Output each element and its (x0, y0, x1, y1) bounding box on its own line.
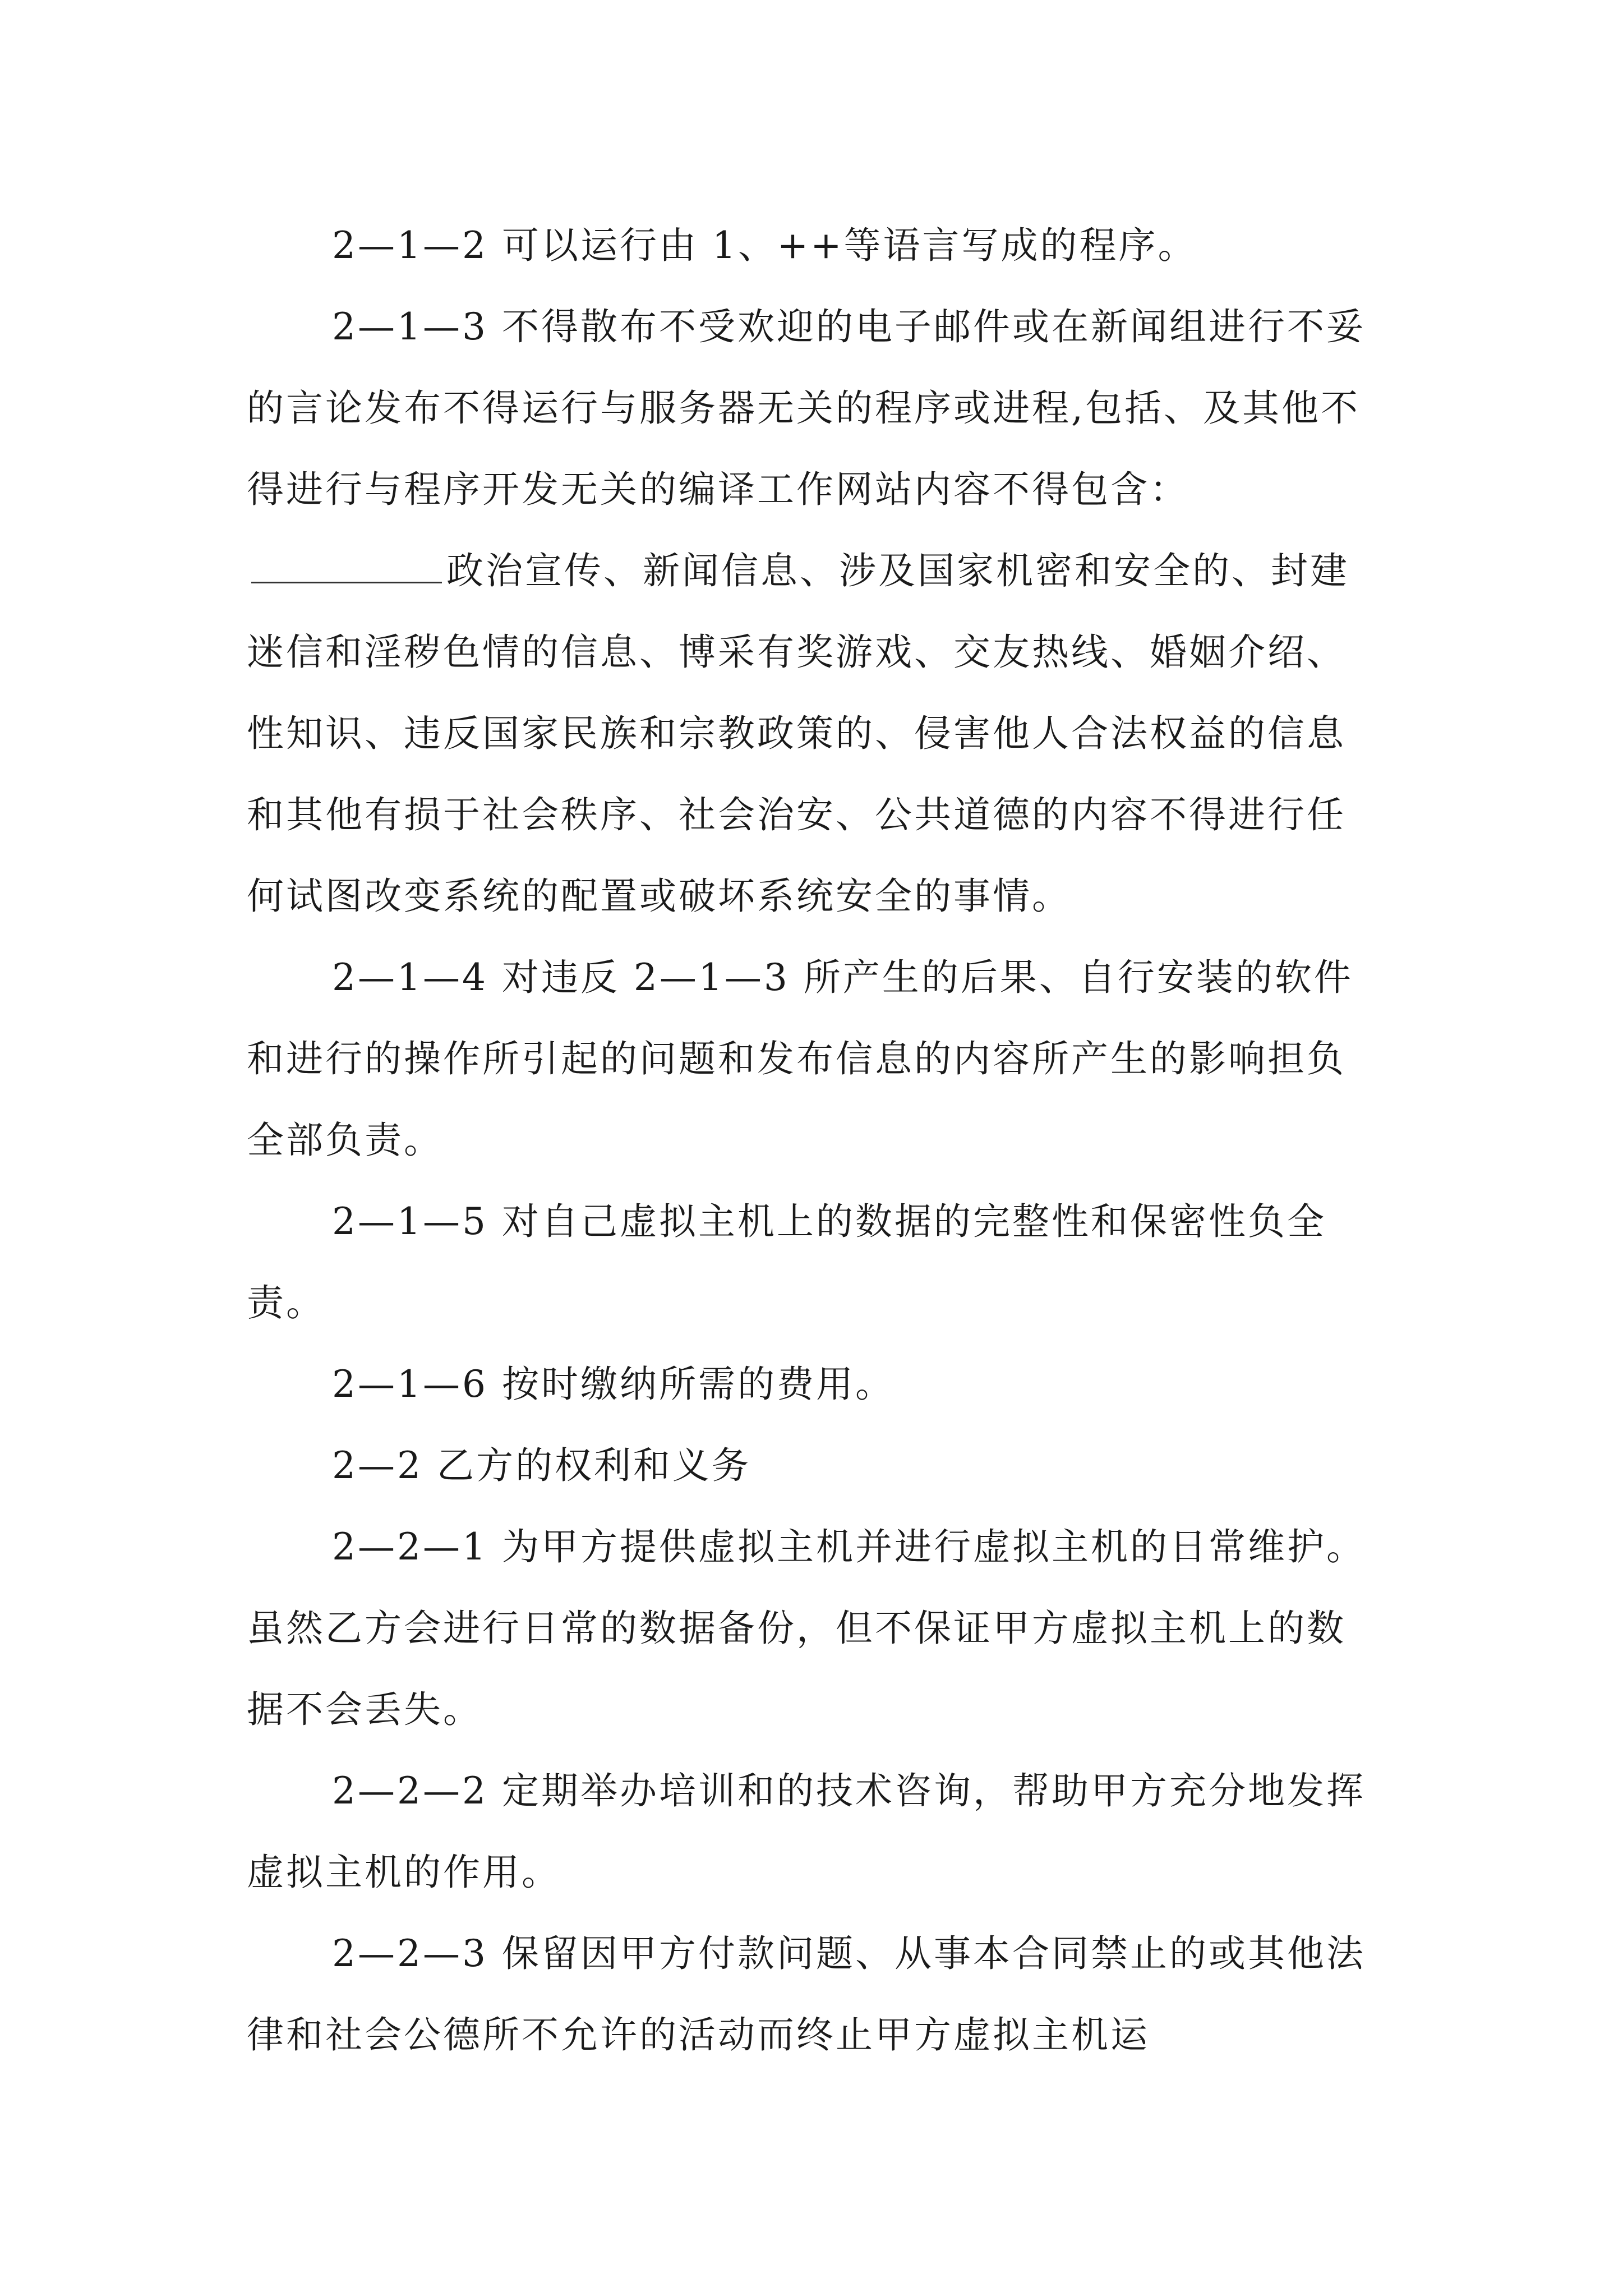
paragraph-2-1-3-part2: 政治宣传、新闻信息、涉及国家机密和安全的、封建迷信和淫秽色情的信息、博采有奖游戏、交友热线、婚姻介绍、性知识、违反国家民族和宗教政策的、侵害他人合法权益的信息和其他有损于社会秩序、社会治安、公共道德的内容不得进行任何试图改变系统的配置或破坏系统安全的事情。 (247, 549, 1349, 918)
paragraph-2-2-3: 2—2—3 保留因甲方付款问题、从事本合同禁止的或其他法律和社会公德所不允许的活动而终止甲方虚拟主机运 (247, 1932, 1366, 2056)
paragraph-2-1-3 (247, 286, 1374, 937)
paragraph-2-1-3-part1: 2—1—3 不得散布不受欢迎的电子邮件或在新闻组进行不妥的言论发布不得运行与服务器无关的程序或进程,包括、及其他不得进行与程序开发无关的编译工作网站内容不得包含： (247, 305, 1366, 511)
section-heading-2-2: 2—2 乙方的权利和义务 (332, 1444, 751, 1487)
paragraph-2-1-2: 2—1—2 可以运行由 1、++等语言写成的程序。 (332, 224, 1197, 267)
document-body (247, 205, 1374, 2076)
fill-in-blank (251, 549, 442, 583)
paragraph-2-1-4: 2—1—4 对违反 2—1—3 所产生的后果、自行安装的软件和进行的操作所引起的问题和发布信息的内容所产生的影响担负全部负责。 (247, 956, 1353, 1162)
paragraph-2-2-2: 2—2—2 定期举办培训和的技术咨询，帮助甲方充分地发挥虚拟主机的作用。 (247, 1769, 1366, 1894)
paragraph-2-1-6: 2—1—6 按时缴纳所需的费用。 (332, 1363, 895, 1406)
paragraph-2-2-1: 2—2—1 为甲方提供虚拟主机并进行虚拟主机的日常维护。虽然乙方会进行日常的数据备份，但不保证甲方虚拟主机上的数据不会丢失。 (247, 1525, 1366, 1731)
paragraph-2-1-5: 2—1—5 对自己虚拟主机上的数据的完整性和保密性负全责。 (247, 1200, 1326, 1324)
